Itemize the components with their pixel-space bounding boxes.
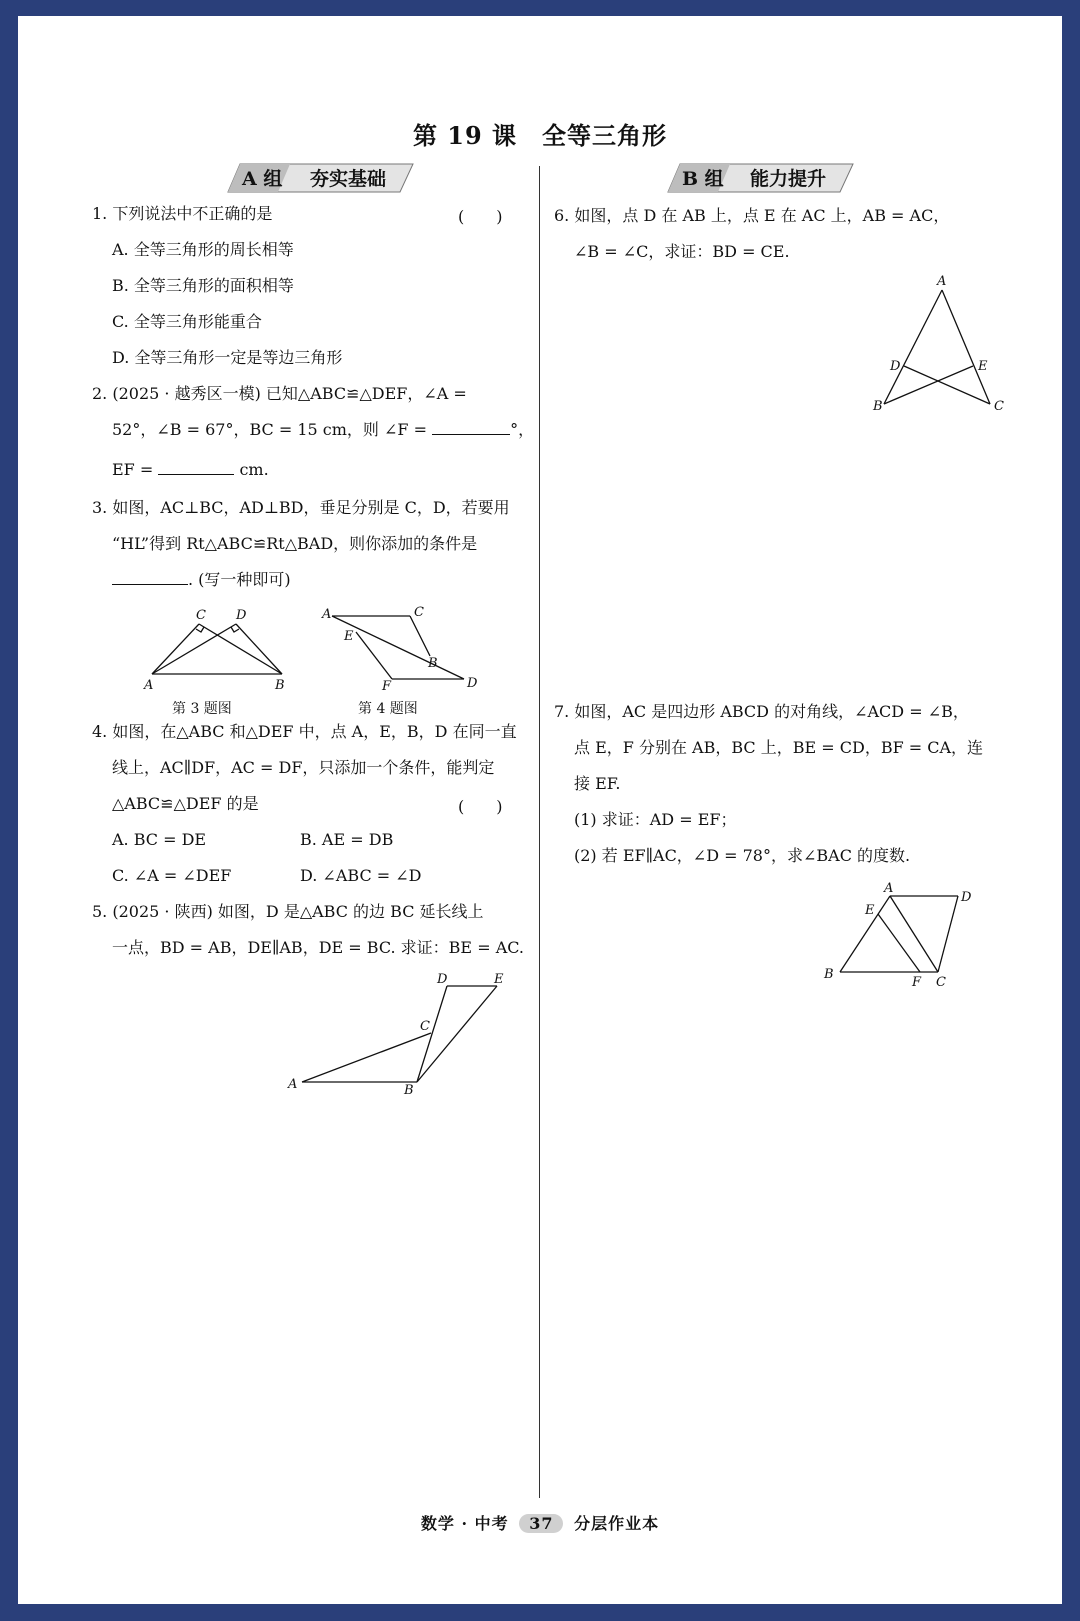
fig3-segment-ac [152, 624, 199, 674]
figure-5 [284, 966, 534, 1106]
q2-line2-text: 52°，∠B = 67°，BC = 15 cm，则 ∠F = [112, 420, 428, 439]
q2-line1: 2. (2025 · 越秀区一模) 已知△ABC≌△DEF，∠A = [92, 384, 467, 403]
group-a-name: 夯实基础 [310, 168, 387, 190]
q4-line1: 4. 如图，在△ABC 和△DEF 中，点 A，E，B，D 在同一直 [92, 722, 517, 741]
fig4-label-a: A [322, 607, 332, 622]
q4-answer-paren: ( ) [458, 797, 503, 816]
q7-line1: 7. 如图，AC 是四边形 ABCD 的对角线，∠ACD = ∠B， [554, 702, 969, 721]
page-number: 37 [519, 1514, 563, 1533]
fig6-segment-ab [884, 290, 942, 404]
q3-blank[interactable] [112, 584, 188, 585]
q3-line1: 3. 如图，AC⊥BC，AD⊥BD，垂足分别是 C，D，若要用 [92, 498, 510, 517]
q3-line3-text: . (写一种即可) [188, 570, 291, 589]
fig5-label-e: E [494, 972, 504, 987]
fig3-segment-db [236, 624, 282, 674]
q7-line3: 接 EF. [574, 774, 621, 793]
fig4-label-d: D [467, 676, 478, 691]
fig5-label-d: D [437, 972, 448, 987]
group-b-tag: B 组 [682, 168, 724, 190]
fig7-label-a: A [884, 881, 894, 896]
figure-7 [822, 872, 1002, 992]
group-a-tag: A 组 [242, 168, 283, 190]
fig7-label-b: B [824, 967, 834, 982]
q6-line1: 6. 如图，点 D 在 AB 上，点 E 在 AC 上，AB = AC， [554, 206, 950, 225]
fig3-label-d: D [236, 608, 247, 623]
group-a-banner [228, 162, 418, 194]
fig3-segment-ad [152, 624, 236, 674]
fig3-caption: 第 3 题图 [172, 701, 232, 717]
worksheet-page [18, 16, 1062, 1604]
figure-3 [142, 604, 292, 698]
q6-line2: ∠B = ∠C，求证：BD = CE. [574, 242, 790, 261]
fig7-segment-cd [938, 896, 958, 972]
q4-option-c: C. ∠A = ∠DEF [112, 866, 232, 885]
fig7-label-e: E [865, 903, 875, 918]
q1-answer-paren: ( ) [458, 207, 503, 226]
fig4-label-b: B [428, 656, 438, 671]
page-footer [18, 1511, 1062, 1534]
q2-line3-text: EF = [112, 460, 154, 479]
q5-line2: 一点，BD = AB，DE∥AB，DE = BC. 求证：BE = AC. [112, 938, 525, 957]
q4-option-a: A. BC = DE [112, 830, 207, 849]
fig5-segment-bd [417, 986, 447, 1082]
q3-line3 [112, 568, 291, 592]
column-divider [539, 166, 540, 1498]
fig3-segment-cb [199, 624, 282, 674]
fig7-segment-ac [890, 896, 938, 972]
q2-line2-end: °， [510, 420, 535, 439]
q1-option-c: C. 全等三角形能重合 [112, 312, 262, 331]
fig4-line-ad [332, 616, 464, 679]
figure-4 [314, 604, 478, 698]
fig7-label-c: C [936, 975, 946, 990]
fig6-label-b: B [873, 399, 883, 414]
fig6-label-c: C [994, 399, 1004, 414]
page-title: 第 19 课 全等三角形 [412, 121, 668, 150]
q1-option-b: B. 全等三角形的面积相等 [112, 276, 294, 295]
fig6-label-a: A [937, 274, 947, 289]
q1-stem: 1. 下列说法中不正确的是 [92, 204, 273, 223]
fig5-label-c: C [420, 1019, 430, 1034]
fig6-label-e: E [978, 359, 988, 374]
fig4-label-c: C [414, 605, 424, 620]
footer-subject: 数学 · 中考 [420, 1514, 509, 1533]
fig3-label-b: B [275, 678, 285, 693]
q3-line2: “HL”得到 Rt△ABC≌Rt△BAD，则你添加的条件是 [112, 534, 478, 553]
fig5-label-b: B [404, 1083, 414, 1098]
q2-blank-ef[interactable] [158, 474, 234, 475]
fig6-label-d: D [890, 359, 901, 374]
fig6-segment-ac [942, 290, 990, 404]
fig5-segment-ac [302, 1033, 431, 1082]
q4-option-d: D. ∠ABC = ∠D [300, 866, 422, 885]
fig4-segment-cb [410, 616, 430, 656]
group-b-name: 能力提升 [750, 168, 827, 190]
q4-line3: △ABC≌△DEF 的是 [112, 794, 259, 813]
fig5-label-a: A [288, 1077, 298, 1092]
fig7-segment-ef [878, 914, 920, 972]
figure-6 [870, 266, 1010, 426]
q7-part2: (2) 若 EF∥AC，∠D = 78°，求∠BAC 的度数. [574, 846, 911, 865]
fig3-label-c: C [196, 608, 206, 623]
q1-option-a: A. 全等三角形的周长相等 [112, 240, 294, 259]
q2-line3 [112, 458, 269, 482]
q4-option-b: B. AE = DB [300, 830, 394, 849]
q7-part1: (1) 求证：AD = EF； [574, 810, 737, 829]
q2-line2 [112, 418, 534, 442]
q5-line1: 5. (2025 · 陕西) 如图，D 是△ABC 的边 BC 延长线上 [92, 902, 484, 921]
group-b-banner [668, 162, 858, 194]
fig3-label-a: A [144, 678, 154, 693]
fig3-right-angle-c [196, 627, 204, 632]
q1-option-d: D. 全等三角形一定是等边三角形 [112, 348, 343, 367]
fig4-caption: 第 4 题图 [358, 701, 418, 717]
footer-book: 分层作业本 [574, 1514, 660, 1533]
q4-line2: 线上，AC∥DF，AC = DF，只添加一个条件，能判定 [112, 758, 495, 777]
fig7-label-f: F [912, 975, 922, 990]
fig4-label-f: F [382, 679, 392, 694]
q2-line3-unit: cm. [239, 460, 269, 479]
fig3-right-angle-d [231, 627, 239, 632]
q7-line2: 点 E，F 分别在 AB，BC 上，BE = CD，BF = CA，连 [574, 738, 984, 757]
fig4-segment-ef [356, 632, 392, 679]
fig4-label-e: E [344, 629, 354, 644]
q2-blank-f[interactable] [432, 434, 510, 435]
fig7-label-d: D [961, 890, 972, 905]
